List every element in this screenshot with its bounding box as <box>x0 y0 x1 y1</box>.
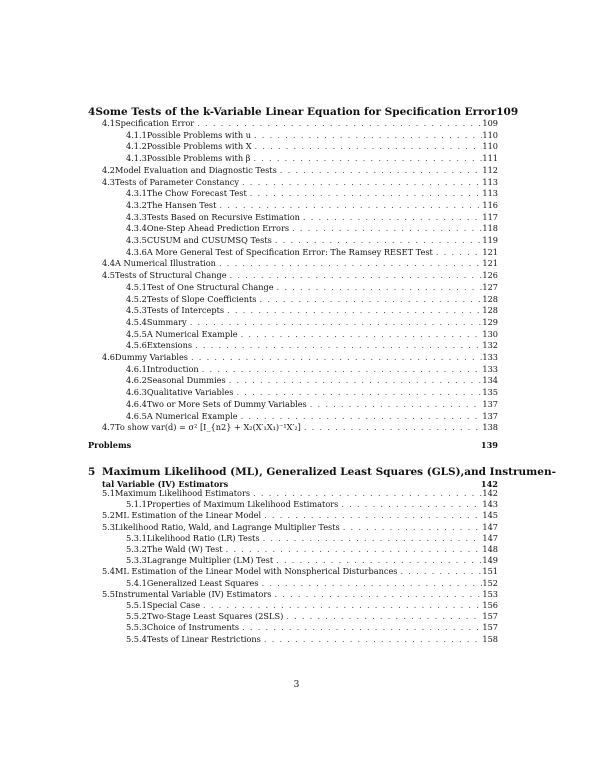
entry-number: 4.5.5 <box>126 328 147 339</box>
entry-page: 130 <box>482 328 498 339</box>
entry-title: Specification Error <box>115 118 195 128</box>
entry-number: 4.3.3 <box>126 211 147 222</box>
entry-title: Tests of Parameter Constancy <box>115 176 239 187</box>
entry-title: Introduction <box>146 363 199 374</box>
entry-title: ML Estimation of the Linear Model with Nonspherical Disturbances <box>115 566 398 577</box>
toc-subsection <box>126 305 498 315</box>
entry-page: 156 <box>482 600 498 610</box>
entry-page: 121 <box>482 258 498 269</box>
entry-title: Lagrange Multiplier (LM) Test <box>146 555 274 566</box>
chapter-number: 5 <box>88 466 96 478</box>
leader-dots <box>272 235 483 245</box>
entry-number: 5.4 <box>102 566 116 577</box>
entry-number: 4.1.3 <box>126 153 147 164</box>
entry-number: 5.3.2 <box>126 544 147 554</box>
entry-number: 4.5.4 <box>126 316 147 327</box>
entry-title: The Chow Forecast Test <box>146 188 247 199</box>
entry-number: 4.7 <box>102 422 116 433</box>
toc-subsection <box>126 600 498 610</box>
leader-dots <box>260 533 483 543</box>
entry-number: 4.2 <box>102 164 116 175</box>
chapter-number: 4 <box>88 106 96 118</box>
entry-title: CUSUM and CUSUMSQ Tests <box>146 235 272 245</box>
entry-number: 4.1 <box>102 118 116 128</box>
page-number: 3 <box>293 680 300 690</box>
entry-number: 4.3.6 <box>126 246 147 257</box>
leader-dots <box>301 422 483 432</box>
toc-subsection <box>126 375 498 385</box>
entry-page: 133 <box>482 352 498 362</box>
entry-number: 5.3 <box>102 521 116 532</box>
toc-subsection <box>126 340 498 350</box>
leader-dots <box>227 270 483 280</box>
leader-dots <box>283 611 482 621</box>
leader-dots <box>200 600 482 610</box>
entry-title: Tests of Linear Restrictions <box>146 633 261 644</box>
entry-number: 4.6.5 <box>126 410 147 421</box>
leader-dots <box>199 364 483 374</box>
leader-dots <box>398 566 483 576</box>
leader-dots <box>192 340 482 350</box>
entry-title: Generalized Least Squares <box>146 577 259 588</box>
entry-page: 137 <box>482 410 498 421</box>
entry-title: Choice of Instruments <box>146 622 240 633</box>
toc-section <box>102 118 498 128</box>
entry-page: 147 <box>482 532 498 543</box>
leader-dots <box>216 200 482 210</box>
entry-number: 4.4 <box>102 258 116 269</box>
toc-subsection <box>126 235 498 245</box>
toc-subsection <box>126 212 498 222</box>
leader-dots <box>224 305 482 315</box>
entry-number: 4.5.2 <box>126 293 147 304</box>
entry-title: Special Case <box>146 600 201 610</box>
entry-number: 5.1.1 <box>126 499 147 510</box>
entry-number: 4.1.2 <box>126 141 147 152</box>
entry-page: 158 <box>482 633 498 644</box>
entry-page: 142 <box>482 488 498 498</box>
entry-title: Seasonal Dummies <box>146 375 226 386</box>
entry-title: Tests Based on Recursive Estimation <box>146 211 300 222</box>
leader-dots <box>259 578 483 588</box>
toc-subsection <box>126 329 498 339</box>
entry-page: 157 <box>482 622 498 633</box>
entry-page: 128 <box>482 305 498 316</box>
entry-title: Two or More Sets of Dummy Variables <box>146 398 307 409</box>
toc-subsection <box>126 578 498 588</box>
entry-title: Instrumental Variable (IV) Estimators <box>115 588 272 599</box>
leader-dots <box>307 399 483 409</box>
leader-dots <box>261 634 482 644</box>
leader-dots <box>194 118 482 128</box>
leader-dots <box>257 294 483 304</box>
entry-page: 129 <box>482 316 498 327</box>
leader-dots <box>216 258 482 268</box>
entry-number: 4.5.1 <box>126 281 147 292</box>
entry-page: 113 <box>482 176 498 187</box>
problems-heading <box>88 440 498 450</box>
entry-page: 121 <box>482 246 498 257</box>
entry-number: 4.3.4 <box>126 223 147 234</box>
toc-subsection <box>126 387 498 397</box>
toc-subsection <box>126 611 498 621</box>
entry-title: Likelihood Ratio (LR) Tests <box>146 532 260 543</box>
toc-subsection <box>126 317 498 327</box>
toc-subsection <box>126 247 498 257</box>
entry-page: 157 <box>482 611 498 622</box>
leader-dots <box>289 223 482 233</box>
entry-title: Maximum Likelihood Estimators <box>115 488 251 498</box>
leader-dots <box>261 510 482 520</box>
leader-dots <box>223 544 483 554</box>
leader-dots <box>188 352 482 362</box>
entry-title: A Numerical Example <box>146 410 238 421</box>
entry-page: 110 <box>482 129 498 140</box>
entry-title: A Numerical Illustration <box>115 258 216 269</box>
toc-section <box>102 258 498 268</box>
toc-subsection <box>126 294 498 304</box>
toc-section <box>102 165 498 175</box>
entry-title: Possible Problems with X <box>146 141 252 152</box>
entry-page: 135 <box>482 387 498 398</box>
entry-page: 152 <box>482 577 498 588</box>
entry-page: 151 <box>482 566 498 577</box>
entry-number: 4.3 <box>102 176 116 187</box>
entry-title: A More General Test of Specification Error: The Ramsey RESET Test <box>146 246 433 257</box>
entry-page: 128 <box>482 293 498 304</box>
chapter-4-heading <box>88 106 519 118</box>
leader-dots <box>252 141 483 151</box>
entry-title: A Numerical Example <box>146 328 238 339</box>
leader-dots <box>238 329 483 339</box>
toc-subsection <box>126 499 498 509</box>
toc-subsection <box>126 364 498 374</box>
entry-title: The Hansen Test <box>146 199 217 210</box>
entry-page: 153 <box>482 588 498 599</box>
entry-page: 117 <box>482 211 498 222</box>
entry-page: 110 <box>482 141 498 152</box>
entry-page: 109 <box>482 118 498 128</box>
entry-title: Tests of Slope Coefficients <box>146 293 257 304</box>
toc-section <box>102 270 498 280</box>
leader-dots <box>238 411 483 421</box>
toc-subsection <box>126 153 498 163</box>
entry-page: 112 <box>482 164 498 175</box>
entry-page: 118 <box>482 223 498 234</box>
entry-title: Tests of Structural Change <box>115 270 227 281</box>
entry-number: 5.4.1 <box>126 577 147 588</box>
entry-number: 4.6.3 <box>126 387 147 398</box>
toc-subsection <box>126 555 498 565</box>
toc-subsection <box>126 188 498 198</box>
toc-subsection <box>126 130 498 140</box>
problems-label: Problems <box>88 440 132 450</box>
entry-number: 4.3.2 <box>126 199 147 210</box>
leader-dots <box>233 387 482 397</box>
toc-subsection <box>126 141 498 151</box>
entry-title: Extensions <box>146 340 193 351</box>
entry-title: One-Step Ahead Prediction Errors <box>146 223 290 234</box>
toc-subsection <box>126 223 498 233</box>
entry-number: 4.6.2 <box>126 375 147 386</box>
leader-dots <box>239 622 482 632</box>
toc-section <box>102 177 498 187</box>
toc-section <box>102 510 498 520</box>
entry-page: 113 <box>482 188 498 199</box>
entry-title: Model Evaluation and Diagnostic Tests <box>115 164 277 175</box>
entry-title: Qualitative Variables <box>146 387 234 398</box>
entry-title: Dummy Variables <box>115 352 188 362</box>
entry-number: 5.2 <box>102 510 116 521</box>
leader-dots <box>433 247 483 257</box>
entry-page: 147 <box>482 521 498 532</box>
chapter-title: Some Tests of the k-Variable Linear Equation for Specification Error <box>95 106 497 118</box>
entry-page: 133 <box>482 363 498 374</box>
leader-dots <box>340 522 483 532</box>
leader-dots <box>274 282 483 292</box>
entry-number: 4.1.1 <box>126 129 147 140</box>
leader-dots <box>226 375 483 385</box>
chapter-title-line1: Maximum Likelihood (ML), Generalized Least Squares (GLS),and Instrumen- <box>102 466 556 478</box>
entry-number: 4.5.3 <box>126 305 147 316</box>
leader-dots <box>277 165 483 175</box>
leader-dots <box>250 488 482 498</box>
leader-dots <box>187 317 483 327</box>
chapter-5-heading <box>88 466 556 478</box>
toc-subsection <box>126 282 498 292</box>
chapter-page: 142 <box>480 479 498 489</box>
entry-title: To show var(d) = σ² [I_{n2} + X₂(X′₁X₁)⁻¹X′₂] <box>115 422 301 433</box>
toc-section <box>102 488 498 498</box>
toc-section <box>102 352 498 362</box>
entry-number: 5.5.3 <box>126 622 147 633</box>
entry-title: Properties of Maximum Likelihood Estimators <box>146 499 339 510</box>
problems-page: 139 <box>480 440 498 450</box>
entry-page: 138 <box>482 422 498 433</box>
entry-page: 127 <box>482 281 498 292</box>
entry-page: 126 <box>482 270 498 281</box>
entry-number: 4.5.6 <box>126 340 147 351</box>
entry-page: 148 <box>482 544 498 554</box>
toc-subsection <box>126 411 498 421</box>
entry-page: 134 <box>482 375 498 386</box>
entry-number: 5.3.3 <box>126 555 147 566</box>
entry-title: Test of One Structural Change <box>146 281 274 292</box>
leader-dots <box>271 589 482 599</box>
entry-title: Possible Problems with β <box>146 153 251 164</box>
entry-title: The Wald (W) Test <box>146 544 223 554</box>
entry-number: 4.3.5 <box>126 235 147 245</box>
entry-number: 4.3.1 <box>126 188 147 199</box>
leader-dots <box>247 188 483 198</box>
toc-subsection <box>126 544 498 554</box>
toc-section <box>102 522 498 532</box>
entry-number: 5.1 <box>102 488 116 498</box>
entry-number: 5.5.1 <box>126 600 147 610</box>
entry-title: Two-Stage Least Squares (2SLS) <box>146 611 284 622</box>
leader-dots <box>300 212 482 222</box>
chapter-title-line2: tal Variable (IV) Estimators <box>102 479 229 489</box>
chapter-page: 109 <box>496 106 519 118</box>
toc-section <box>102 589 498 599</box>
entry-page: 119 <box>482 235 498 245</box>
leader-dots <box>239 177 482 187</box>
entry-page: 116 <box>482 199 498 210</box>
leader-dots <box>338 499 482 509</box>
entry-number: 5.5.2 <box>126 611 147 622</box>
entry-number: 4.6 <box>102 352 116 362</box>
entry-page: 132 <box>482 340 498 351</box>
leader-dots <box>251 130 482 140</box>
leader-dots <box>250 153 482 163</box>
entry-title: Likelihood Ratio, Wald, and Lagrange Multiplier Tests <box>115 521 340 532</box>
toc-section <box>102 566 498 576</box>
toc-subsection <box>126 200 498 210</box>
toc-subsection <box>126 634 498 644</box>
toc-section <box>102 422 498 432</box>
toc-subsection <box>126 399 498 409</box>
entry-page: 137 <box>482 398 498 409</box>
entry-number: 4.6.1 <box>126 363 147 374</box>
entry-number: 4.6.4 <box>126 398 147 409</box>
entry-title: ML Estimation of the Linear Model <box>115 510 262 521</box>
entry-number: 5.5.4 <box>126 633 147 644</box>
entry-title: Tests of Intercepts <box>146 305 225 316</box>
entry-page: 145 <box>482 510 498 521</box>
entry-page: 149 <box>482 555 498 566</box>
toc-subsection <box>126 622 498 632</box>
entry-number: 4.5 <box>102 270 116 281</box>
entry-number: 5.3.1 <box>126 532 147 543</box>
entry-page: 111 <box>482 153 498 164</box>
entry-title: Possible Problems with u <box>146 129 251 140</box>
entry-page: 143 <box>482 499 498 510</box>
entry-number: 5.5 <box>102 588 116 599</box>
toc-subsection <box>126 533 498 543</box>
entry-title: Summary <box>146 316 187 327</box>
leader-dots <box>273 555 482 565</box>
